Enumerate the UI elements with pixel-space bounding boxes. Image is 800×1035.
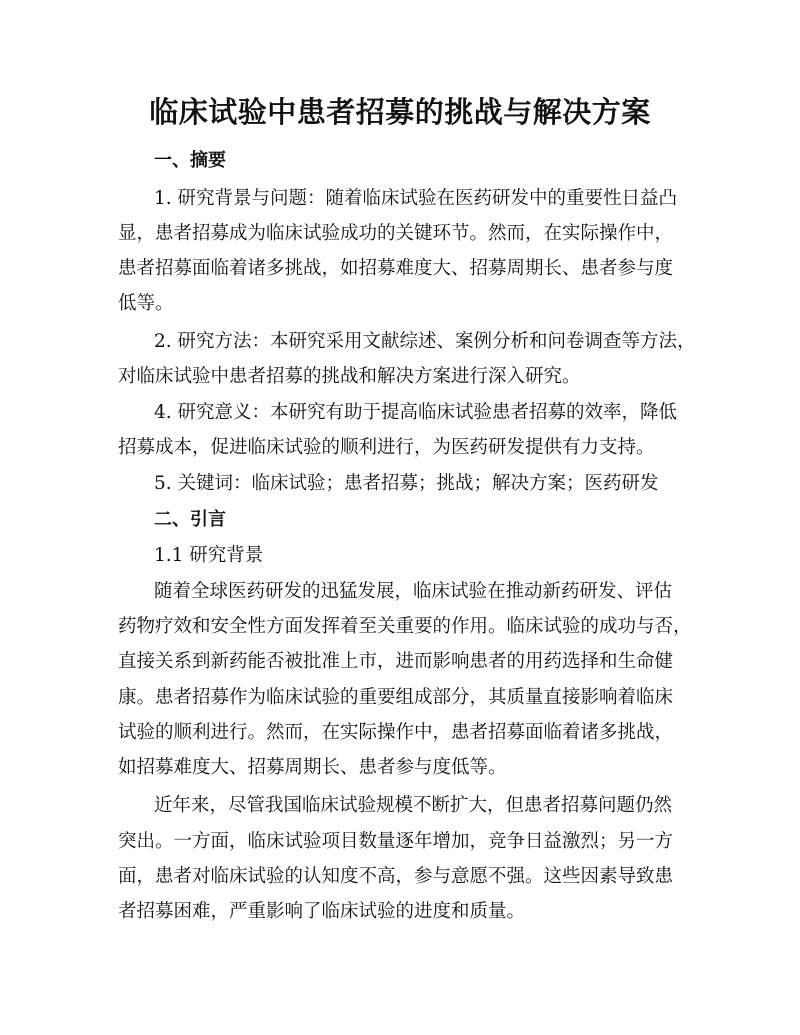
subsection-heading-background: 1.1 研究背景 [154,545,264,566]
background-paragraph-1-line-5: 试验的顺利进行。然而，在实际操作中，患者招募面临着诸多挑战， [118,722,674,743]
background-paragraph-1-line-2: 药物疗效和安全性方面发挥着至关重要的作用。临床试验的成功与否， [118,616,692,637]
abstract-item-1-line-2: 显，患者招募成为临床试验成功的关键环节。然而，在实际操作中， [118,223,674,244]
background-paragraph-2-line-2: 突出。一方面，临床试验项目数量逐年增加，竞争日益激烈；另一方 [118,831,674,852]
abstract-item-1-line-4: 低等。 [118,293,174,314]
background-paragraph-2-line-1: 近年来，尽管我国临床试验规模不断扩大，但患者招募问题仍然 [154,795,673,816]
abstract-item-1-line-1: 1. 研究背景与问题：随着临床试验在医药研发中的重要性日益凸 [154,188,678,209]
abstract-item-4-line-1: 4. 研究意义：本研究有助于提高临床试验患者招募的效率，降低 [154,402,678,423]
section-heading-introduction: 二、引言 [154,509,226,530]
abstract-item-2-line-1: 2. 研究方法：本研究采用文献综述、案例分析和问卷调查等方法， [154,331,696,352]
background-paragraph-1-line-6: 如招募难度大、招募周期长、患者参与度低等。 [118,757,507,778]
background-paragraph-2-line-4: 者招募困难，严重影响了临床试验的进度和质量。 [118,901,526,922]
abstract-item-1-line-3: 患者招募面临着诸多挑战，如招募难度大、招募周期长、患者参与度 [118,258,674,279]
abstract-item-4-line-2: 招募成本，促进临床试验的顺利进行，为医药研发提供有力支持。 [118,437,655,458]
abstract-item-2-line-2: 对临床试验中患者招募的挑战和解决方案进行深入研究。 [118,366,581,387]
background-paragraph-1-line-1: 随着全球医药研发的迅猛发展，临床试验在推动新药研发、评估 [154,581,673,602]
background-paragraph-1-line-4: 康。患者招募作为临床试验的重要组成部分，其质量直接影响着临床 [118,687,674,708]
abstract-keywords: 5. 关键词：临床试验；患者招募；挑战；解决方案；医药研发 [154,473,659,494]
document-title: 临床试验中患者招募的挑战与解决方案 [149,95,651,129]
section-heading-abstract: 一、摘要 [154,150,226,171]
background-paragraph-2-line-3: 面，患者对临床试验的认知度不高，参与意愿不强。这些因素导致患 [118,866,674,887]
background-paragraph-1-line-3: 直接关系到新药能否被批准上市，进而影响患者的用药选择和生命健 [118,651,674,672]
